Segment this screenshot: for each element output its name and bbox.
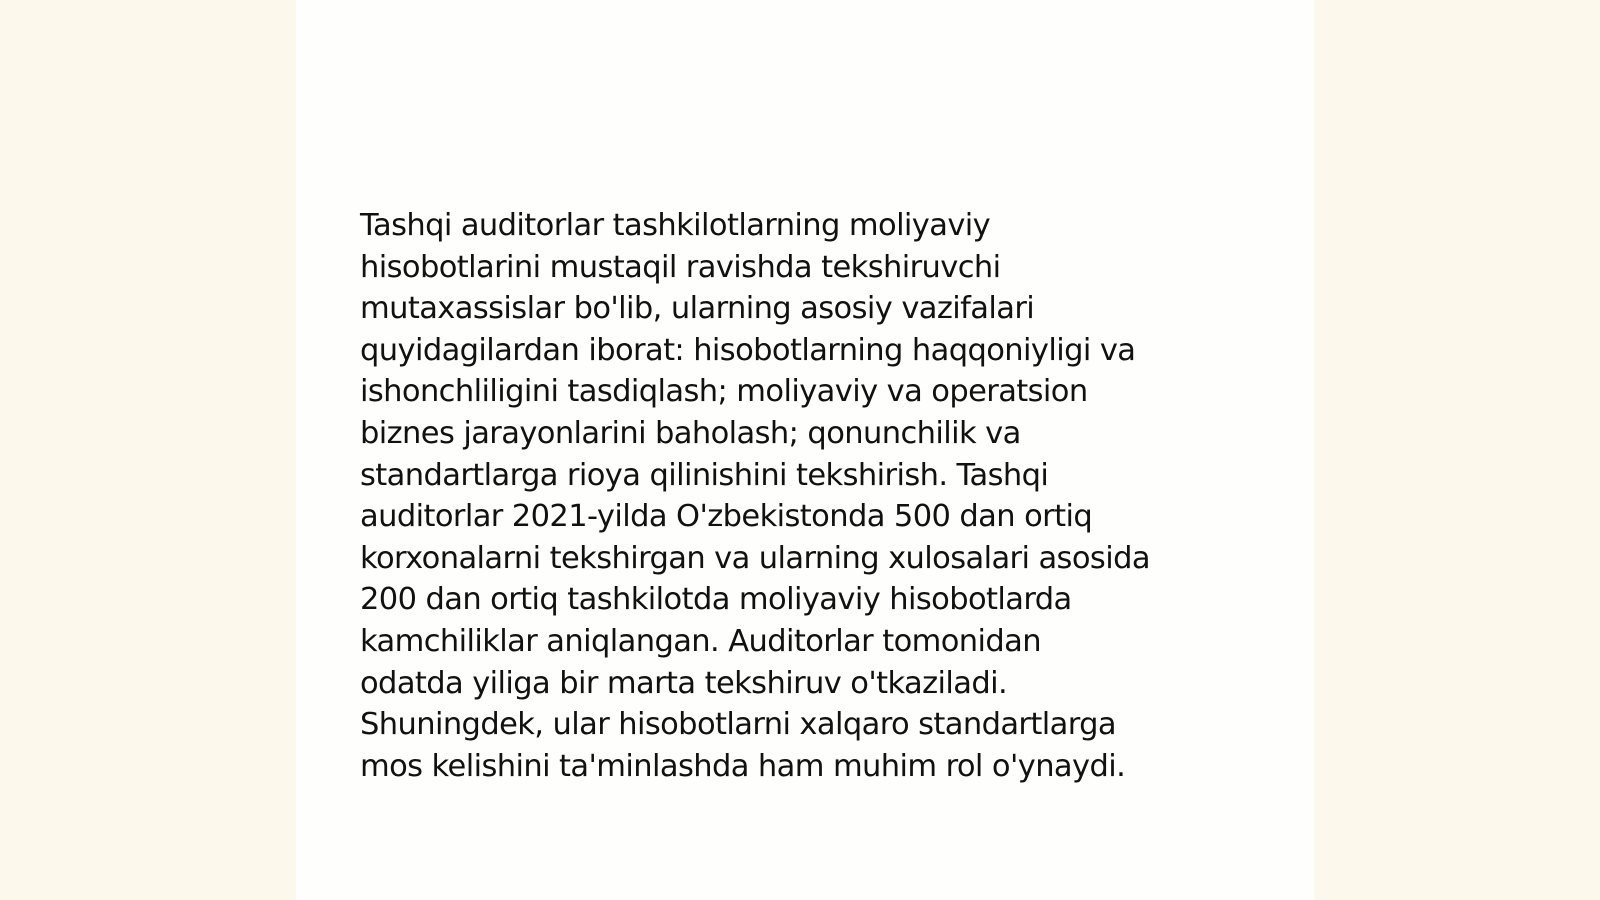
body-paragraph xyxy=(360,205,1260,787)
paragraph-line: quyidagilardan iborat: hisobotlarning haqqoniyligi va xyxy=(360,332,1136,368)
paragraph-line: hisobotlarini mustaqil ravishda tekshiruvchi xyxy=(360,249,1001,285)
paragraph-line: Tashqi auditorlar tashkilotlarning moliyaviy xyxy=(360,208,991,243)
paragraph-line: mutaxassislar bo'lib, ularning asosiy vazifalari xyxy=(360,291,1035,327)
paragraph-line: korxonalarni tekshirgan va ularning xulosalari asosida xyxy=(360,540,1150,576)
paragraph-line: 200 dan ortiq tashkilotda moliyaviy hisobotlarda xyxy=(360,582,1072,618)
document-page xyxy=(296,0,1314,900)
paragraph-line: kamchiliklar aniqlangan. Auditorlar tomonidan xyxy=(360,623,1041,659)
paragraph-line: odatda yiliga bir marta tekshiruv o'tkaziladi. xyxy=(360,665,1008,701)
paragraph-line: Shuningdek, ular hisobotlarni xalqaro standartlarga xyxy=(360,707,1116,743)
paragraph-line: auditorlar 2021-yilda O'zbekistonda 500 dan ortiq xyxy=(360,499,1093,535)
paragraph-line: mos kelishini ta'minlashda ham muhim rol o'ynaydi. xyxy=(360,748,1126,784)
paragraph-line: standartlarga rioya qilinishini tekshirish. Tashqi xyxy=(360,457,1049,493)
paragraph-line: ishonchliligini tasdiqlash; moliyaviy va operatsion xyxy=(360,374,1088,410)
paragraph-line: biznes jarayonlarini baholash; qonunchilik va xyxy=(360,415,1021,451)
